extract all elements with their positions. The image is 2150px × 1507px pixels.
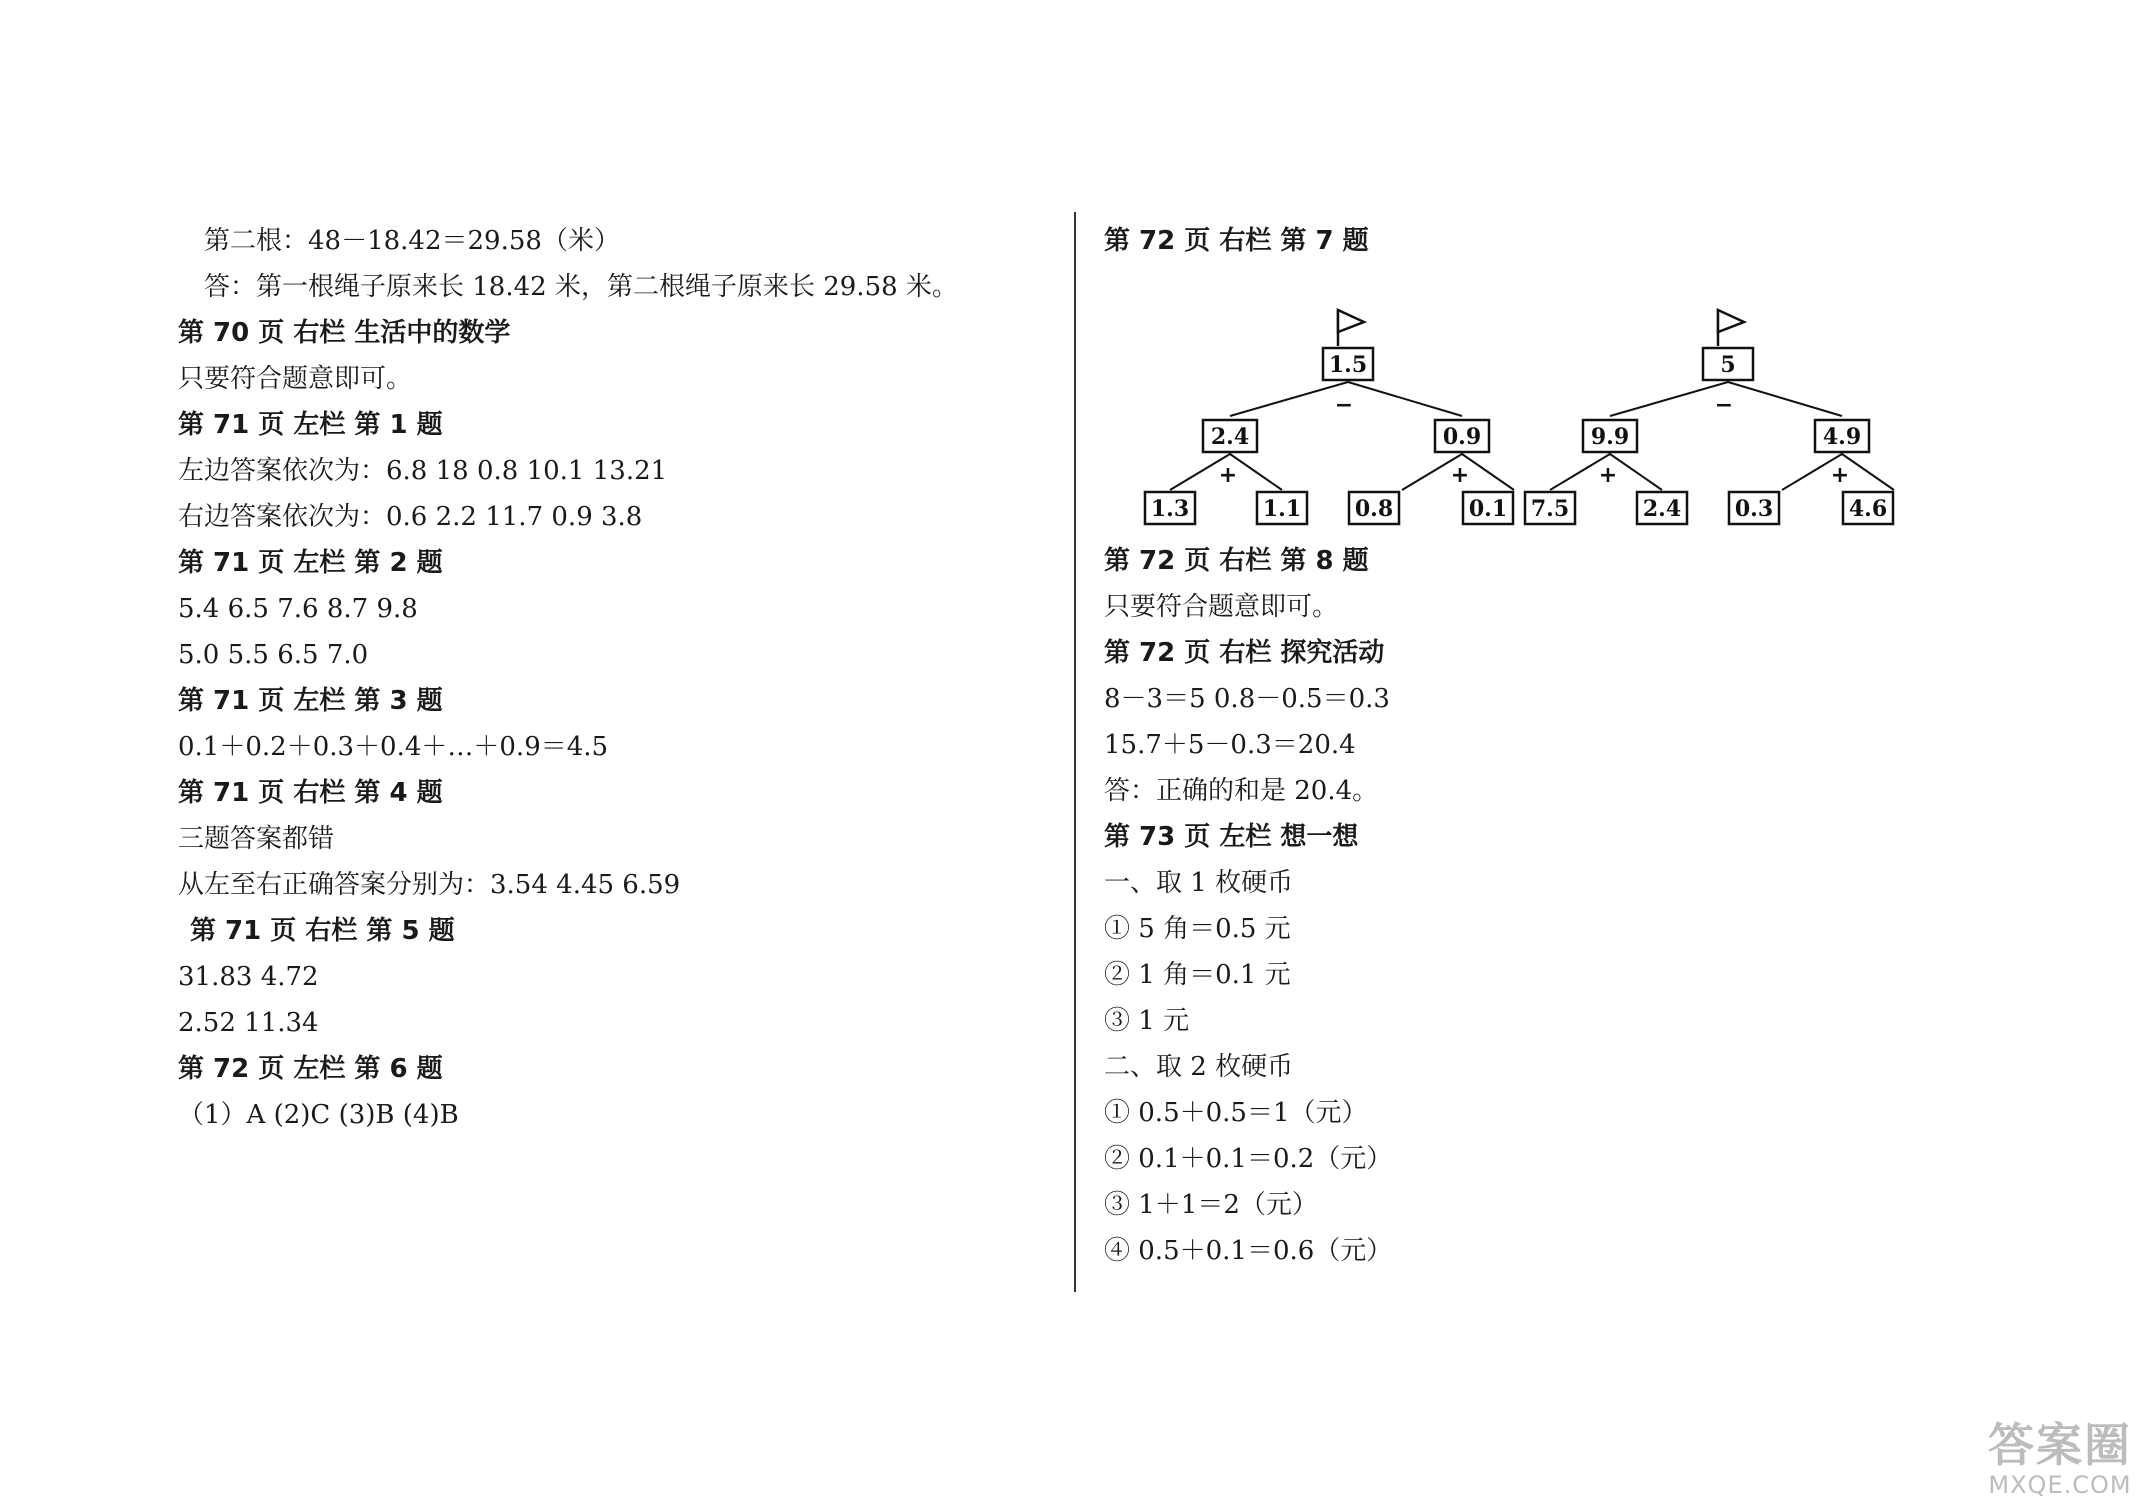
column-divider <box>1074 212 1076 1292</box>
right-column-lines <box>1104 538 2064 1274</box>
answer-line: ① 0.5＋0.5＝1（元） <box>1104 1098 1368 1128</box>
right-column <box>1104 218 2064 1274</box>
section-heading: 第 72 页 左栏 第 6 题 <box>178 1054 443 1084</box>
answer-line: 0.1＋0.2＋0.3＋0.4＋…＋0.9＝4.5 <box>178 732 609 762</box>
answer-line: 一、取 1 枚硬币 <box>1104 868 1294 898</box>
watermark-logo: 答案圈 <box>1988 1418 2132 1472</box>
tree-leaf-value: 2.4 <box>1642 496 1682 522</box>
tree-mid-value: 9.9 <box>1590 424 1630 450</box>
section-heading: 第 72 页 右栏 探究活动 <box>1104 638 1385 668</box>
answer-line: 31.83 4.72 <box>178 962 319 992</box>
section-heading: 第 71 页 左栏 第 1 题 <box>178 410 443 440</box>
answer-line: 8－3＝5 0.8－0.5＝0.3 <box>1104 684 1390 714</box>
tree-leaf-value: 1.3 <box>1150 496 1190 522</box>
section-heading: 第 73 页 左栏 想一想 <box>1104 822 1359 852</box>
tree-leaf-value: 4.6 <box>1848 496 1888 522</box>
section-heading: 第 71 页 左栏 第 2 题 <box>178 548 443 578</box>
answer-line: 15.7＋5－0.3＝20.4 <box>1104 730 1356 760</box>
tree-top-value: 5 <box>1720 352 1736 378</box>
operator-label: + <box>1598 463 1618 488</box>
answer-line: 二、取 2 枚硬币 <box>1104 1052 1294 1082</box>
answer-line: 5.4 6.5 7.6 8.7 9.8 <box>178 594 418 624</box>
answer-line: ② 0.1＋0.1＝0.2（元） <box>1104 1144 1393 1174</box>
answer-line: ② 1 角＝0.1 元 <box>1104 960 1291 990</box>
answer-line: 三题答案都错 <box>178 824 335 854</box>
section-heading: 第 71 页 右栏 第 5 题 <box>190 916 455 946</box>
answer-line: 右边答案依次为：0.6 2.2 11.7 0.9 3.8 <box>178 502 643 532</box>
watermark <box>1988 1419 2132 1499</box>
operator-label: − <box>1334 393 1354 418</box>
watermark-url: MXQE.COM <box>1988 1471 2132 1499</box>
section-heading: 第 70 页 右栏 生活中的数学 <box>178 318 511 348</box>
answer-line: 2.52 11.34 <box>178 1008 319 1038</box>
tree-top-value: 1.5 <box>1328 352 1368 378</box>
tree-mid-value: 0.9 <box>1442 424 1482 450</box>
section-heading: 第 72 页 右栏 第 7 题 <box>1104 226 1369 256</box>
flag-icon <box>1718 310 1744 346</box>
section-heading: 第 71 页 右栏 第 4 题 <box>178 778 443 808</box>
answer-line: ③ 1＋1＝2（元） <box>1104 1190 1318 1220</box>
tree-mid-value: 4.9 <box>1822 424 1862 450</box>
answer-line: 只要符合题意即可。 <box>1104 592 1339 622</box>
answer-line: 5.0 5.5 6.5 7.0 <box>178 640 369 670</box>
operator-label: − <box>1714 393 1734 418</box>
operator-label: + <box>1450 463 1470 488</box>
answer-line: （1）A (2)C (3)B (4)B <box>178 1100 459 1130</box>
answer-line: 从左至右正确答案分别为：3.54 4.45 6.59 <box>178 870 681 900</box>
tree-leaf-value: 7.5 <box>1530 496 1570 522</box>
answer-line: ① 5 角＝0.5 元 <box>1104 914 1291 944</box>
tree-leaf-value: 0.1 <box>1468 496 1508 522</box>
number-trees <box>1104 264 2064 538</box>
operator-label: + <box>1830 463 1850 488</box>
left-column <box>178 218 1058 1138</box>
section-heading: 第 72 页 右栏 第 8 题 <box>1104 546 1369 576</box>
tree-mid-value: 2.4 <box>1210 424 1250 450</box>
answer-line: ③ 1 元 <box>1104 1006 1190 1036</box>
flag-icon <box>1338 310 1364 346</box>
answer-line: 答：第一根绳子原来长 18.42 米，第二根绳子原来长 29.58 米。 <box>204 272 958 302</box>
answer-line: 只要符合题意即可。 <box>178 364 413 394</box>
answer-line: ④ 0.5＋0.1＝0.6（元） <box>1104 1236 1393 1266</box>
answer-line: 第二根：48－18.42＝29.58（米） <box>204 226 620 256</box>
tree-leaf-value: 0.3 <box>1734 496 1774 522</box>
number-tree-diagram <box>1104 264 2064 538</box>
tree-leaf-value: 1.1 <box>1262 496 1302 522</box>
answer-line: 左边答案依次为：6.8 18 0.8 10.1 13.21 <box>178 456 668 486</box>
tree-leaf-value: 0.8 <box>1354 496 1394 522</box>
answer-line: 答：正确的和是 20.4。 <box>1104 776 1379 806</box>
operator-label: + <box>1218 463 1238 488</box>
section-heading: 第 71 页 左栏 第 3 题 <box>178 686 443 716</box>
